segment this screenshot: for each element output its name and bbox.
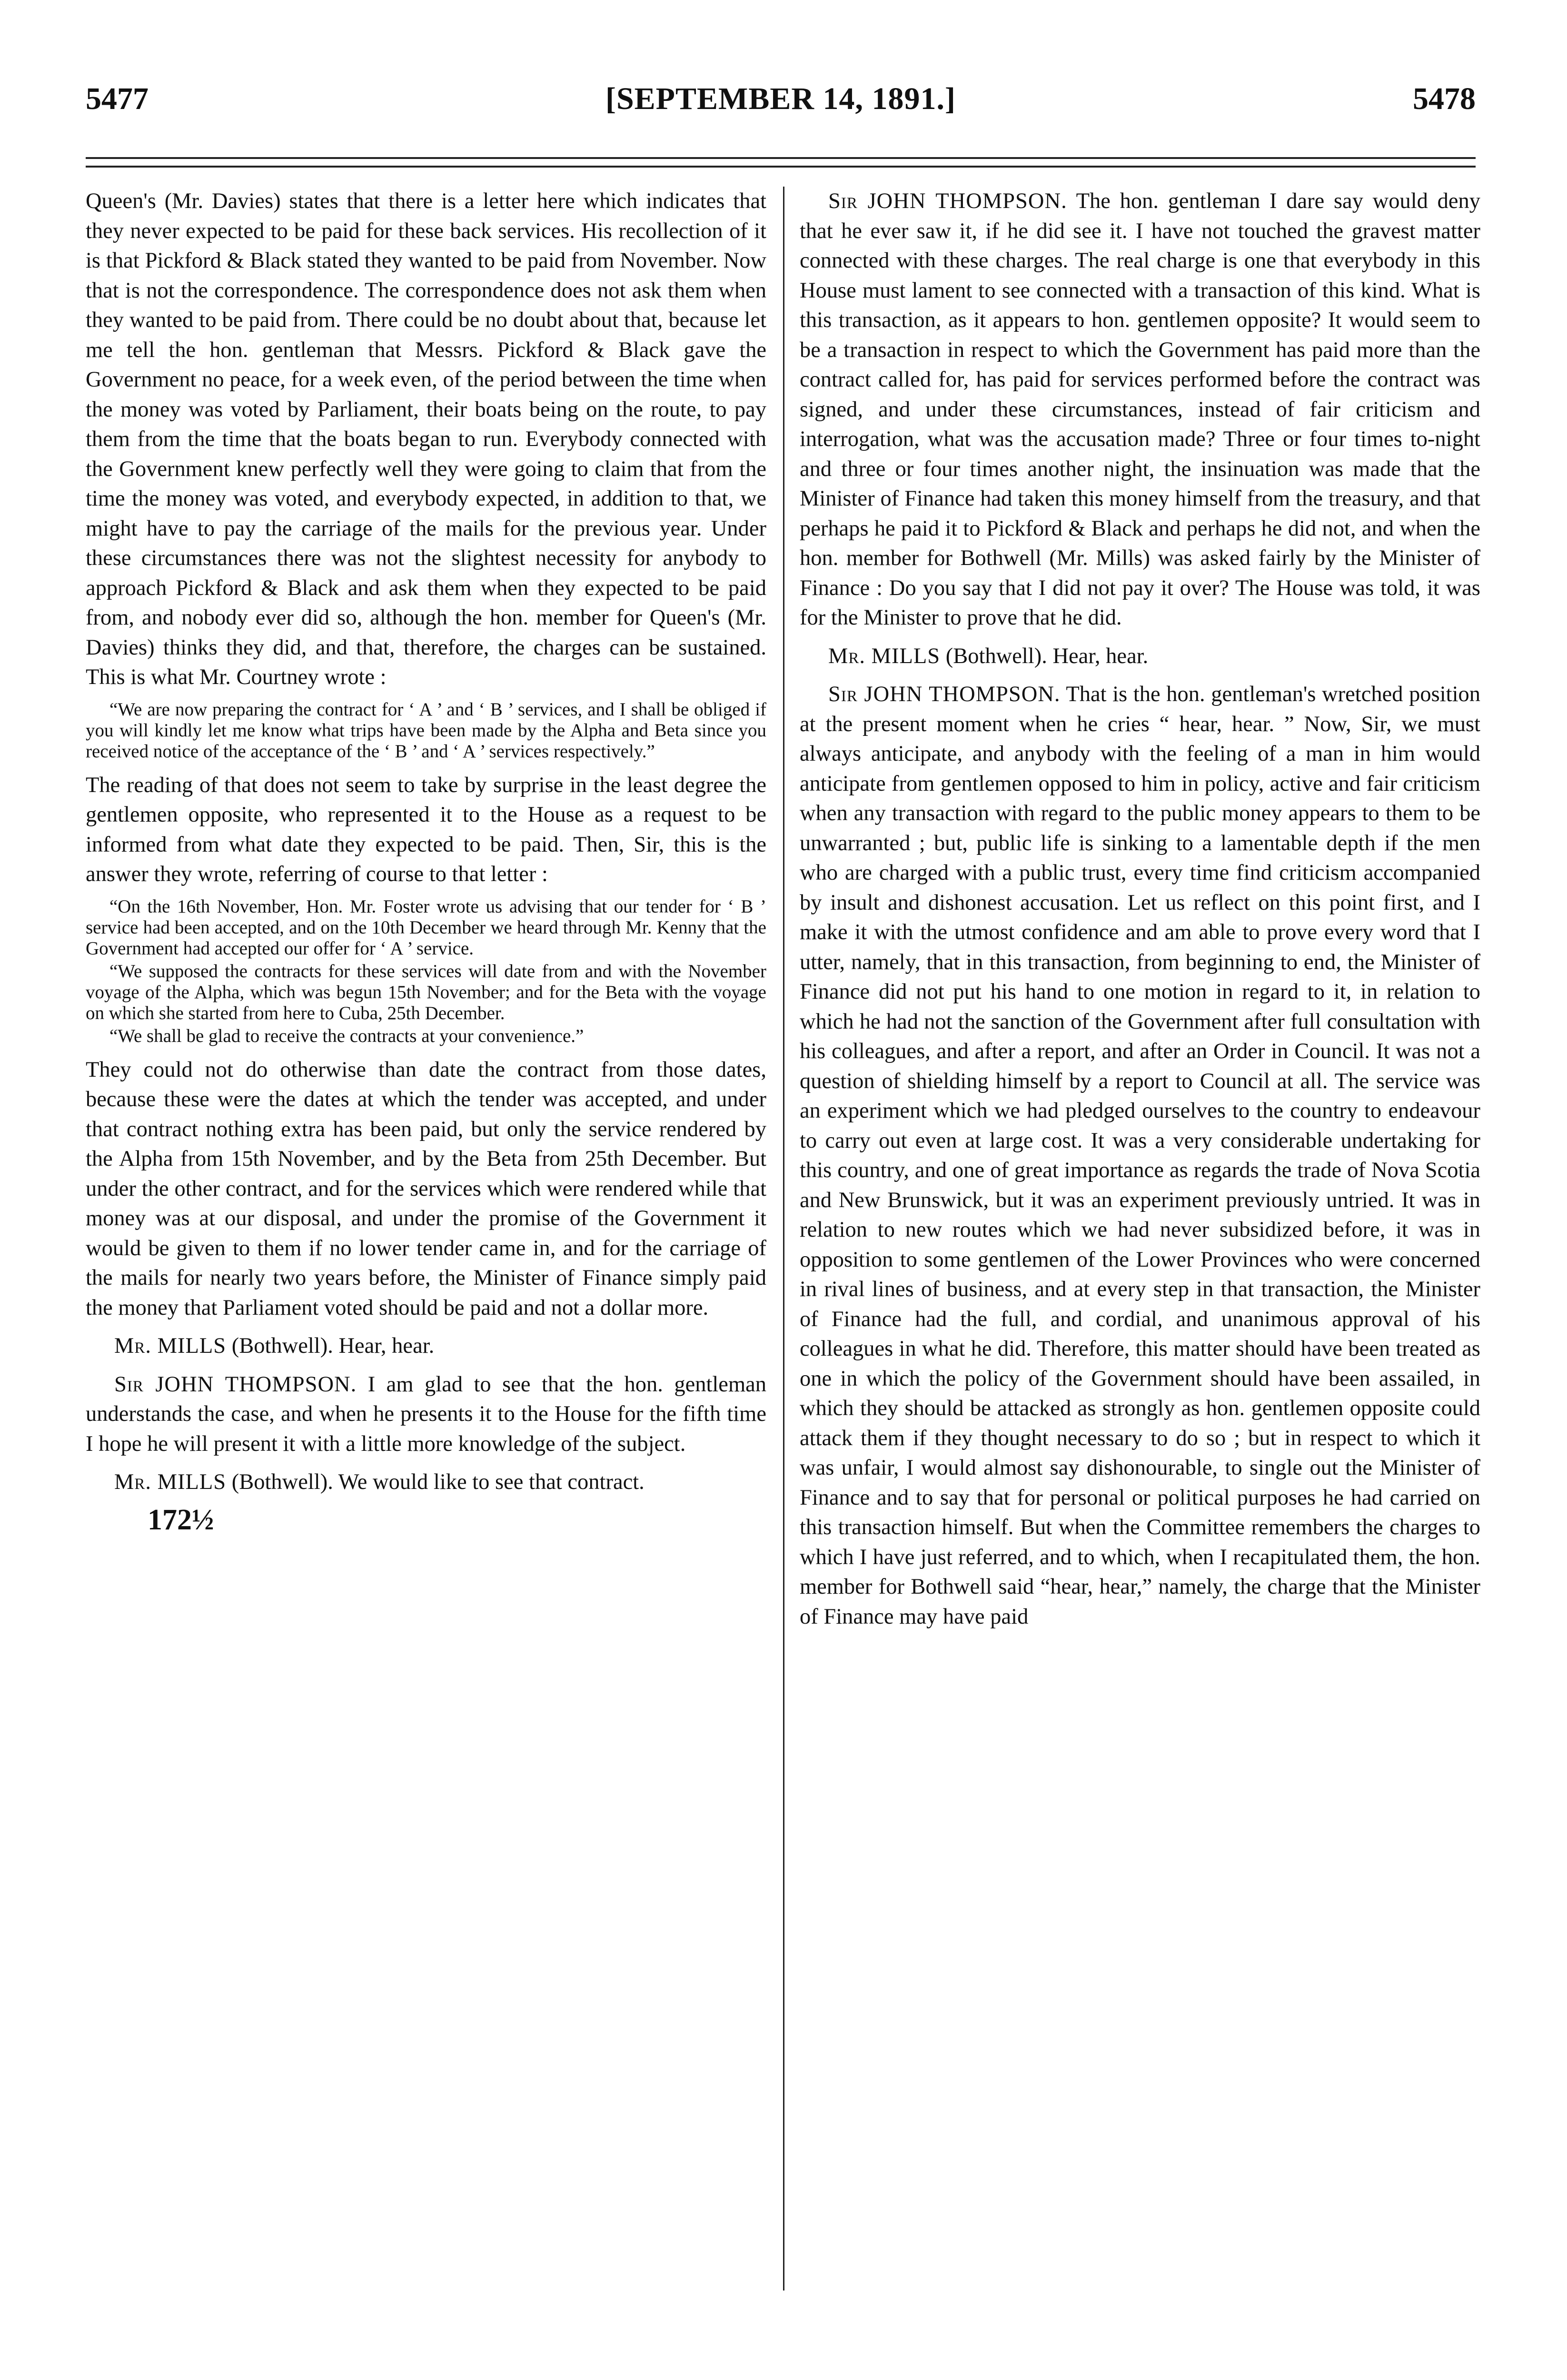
- paragraph: They could not do otherwise than date the contract from those dates, because these were the dates at which the tender was accepted, and under that contract nothing extra has been paid, but only the service rendered by the Alpha from 15th November, and by the Beta from 25th December. But under the other contract, and for the services which were rendered while that money was at our disposal, and under the promise of the Government it would be given to them if no lower tender came in, and for the carriage of the mails for nearly two years before, the Minister of Finance simply paid the money that Parliament voted should be paid and not a dollar more.: [86, 1057, 766, 1320]
- speech-text: (Bothwell). Hear, hear.: [945, 644, 1149, 668]
- speech: [86, 1468, 766, 1497]
- speaker-name: Mr. MILLS: [114, 1334, 227, 1358]
- speech: [86, 1331, 766, 1361]
- left-page-number: 5477: [86, 81, 149, 116]
- speech: [800, 187, 1480, 633]
- paragraph: The reading of that does not seem to take by surprise in the least degree the gentlemen opposite, who represented it to the House as a request to be informed from what date they expected to be paid. Then, Sir, this is the answer they wrote, referring of course to that letter :: [86, 773, 766, 886]
- header-rule: [86, 157, 1476, 168]
- quote-paragraph: “We are now preparing the contract for ‘ A ’ and ‘ B ’ services, and I shall be obliged if you will kindly let me know what trips have been made by the Alpha and Beta since you received notice of the acceptance of the ‘ B ’ and ‘ A ’ services respectively.”: [86, 699, 766, 762]
- speaker-name: Mr. MILLS: [114, 1470, 227, 1494]
- left-column: [86, 187, 766, 2343]
- paragraph: Queen's (Mr. Davies) states that there is a letter here which indicates that they never expected to be paid for these back services. His recollection of it is that Pickford & Black stated they wanted to be paid from November. Now that is not the correspondence. The correspondence does not ask them when they wanted to be paid from. There could be no doubt about that, because let me tell the hon. gentleman that Messrs. Pickford & Black gave the Government no peace, for a week even, of the period between the time when the money was voted by Parliament, their boats being on the route, to pay them from the time that the boats began to run. Everybody connected with the Government knew perfectly well they were going to claim that from the time the money was voted, and everybody expected, in addition to that, we might have to pay the carriage of the mails for the previous year. Under these circumstances there was not the slightest necessity for anybody to approach Pickford & Black and ask them when they expected to be paid from, and nobody ever did so, although the hon. member for Queen's (Mr. Davies) thinks they did, and that, therefore, the charges can be sustained. This is what Mr. Courtney wrote :: [86, 189, 766, 689]
- page-header: [86, 71, 1476, 129]
- speech: [800, 680, 1480, 1632]
- speech-text: The hon. gentleman I dare say would deny that he ever saw it, if he did see it. I have not touched the gravest matter connected with these charges. The real charge is one that everybody in this House must lament to see connected with a transaction of this kind. What is this transaction, as it appears to hon. gentlemen opposite? It would seem to be a transaction in respect to which the Government has paid more than the contract called for, has paid for services performed before the contract was signed, and under these circumstances, instead of fair criticism and interrogation, what was the accusation made? Three or four times to-night and three or four times another night, the insinuation was made that the Minister of Finance had taken this money himself from the treasury, and that perhaps he paid it to Pickford & Black and perhaps he did not, and when the hon. member for Bothwell (Mr. Mills) was asked fairly by the Minister of Finance : Do you say that I did not pay it over? The House was told, it was for the Minister to prove that he did.: [800, 189, 1480, 630]
- speech-text: (Bothwell). Hear, hear.: [231, 1334, 435, 1358]
- page-date-title: [SEPTEMBER 14, 1891.]: [605, 81, 956, 116]
- speech: [800, 642, 1480, 672]
- quoted-letter: [86, 699, 766, 762]
- speaker-name: Sir JOHN THOMPSON.: [828, 189, 1067, 213]
- quote-paragraph: “We shall be glad to receive the contracts at your convenience.”: [109, 1025, 584, 1046]
- quoted-answer: [86, 896, 766, 1047]
- speaker-name: Sir JOHN THOMPSON.: [828, 682, 1061, 706]
- quote-paragraph: “We supposed the contracts for these services will date from and with the November voyage of the Alpha, which was begun 15th November; and for the Beta with the voyage on which she started from here to Cuba, 25th December.: [86, 961, 766, 1023]
- speech: [86, 1370, 766, 1459]
- speaker-name: Sir JOHN THOMPSON.: [114, 1372, 357, 1397]
- signature-mark: 172½: [148, 1503, 214, 1536]
- speaker-name: Mr. MILLS: [828, 644, 941, 668]
- quote-paragraph: “On the 16th November, Hon. Mr. Foster wrote us advising that our tender for ‘ B ’ service had been accepted, and on the 10th December we heard through Mr. Kenny that the Government had accepted our offer for ‘ A ’ service.: [86, 896, 766, 959]
- speech-text: I am glad to see that the hon. gentleman understands the case, and when he presents it to the House for the fifth time I hope he will present it with a little more knowledge of the subject.: [86, 1372, 766, 1456]
- column-divider: [783, 187, 784, 2291]
- right-column: [800, 187, 1480, 2343]
- speech-text: That is the hon. gentleman's wretched position at the present moment when he cries “ hear, hear. ” Now, Sir, we must always anticipate, and anybody with the feeling of a man in him would anticipate from gentlemen opposed to him in policy, active and fair criticism when any transaction with regard to the public money appears to them to be unwarranted ; but, public life is sinking to a lamentable depth if the men who are charged with a public trust, every time find criticism accompanied by insult and dishonest accusation. Let us reflect on this point first, and I make it with the utmost confidence and am able to prove every word that I utter, namely, that in this transaction, from beginning to end, the Minister of Finance did not put his hand to one motion in regard to it, in relation to which he had not the sanction of the Government after full consultation with his colleagues, and after a report, and after an Order in Council. It was not a question of shielding himself by a report to Council at all. The service was an experiment which we had pledged ourselves to the country to endeavour to carry out even at large cost. It was a very considerable undertaking for this country, and one of great importance as regards the trade of Nova Scotia and New Brunswick, but it was an experiment previously untried. It was in relation to new routes which we had never subsidized before, it was in opposition to some gentlemen of the Lower Provinces who were concerned in rival lines of business, and at every step in that transaction, the Minister of Finance had the full, and cordial, and unanimous approval of his colleagues in what he did. Therefore, this matter should have been treated as one in which the policy of the Government should have been assailed, in which they should be attacked as strongly as hon. gentlemen opposite could attack them if they thought necessary to do so ; but in respect to which it was unfair, I would almost say dishonourable, to single out the Minister of Finance and to say that for personal or political purposes he had carried on this transaction himself. But when the Committee remembers the charges to which I have just referred, and to which, when I recapitulated them, the hon. member for Bothwell said “hear, hear,” namely, the charge that the Minister of Finance may have paid: [800, 682, 1480, 1629]
- speech-text: (Bothwell). We would like to see that contract.: [231, 1470, 645, 1494]
- right-page-number: 5478: [1413, 81, 1476, 116]
